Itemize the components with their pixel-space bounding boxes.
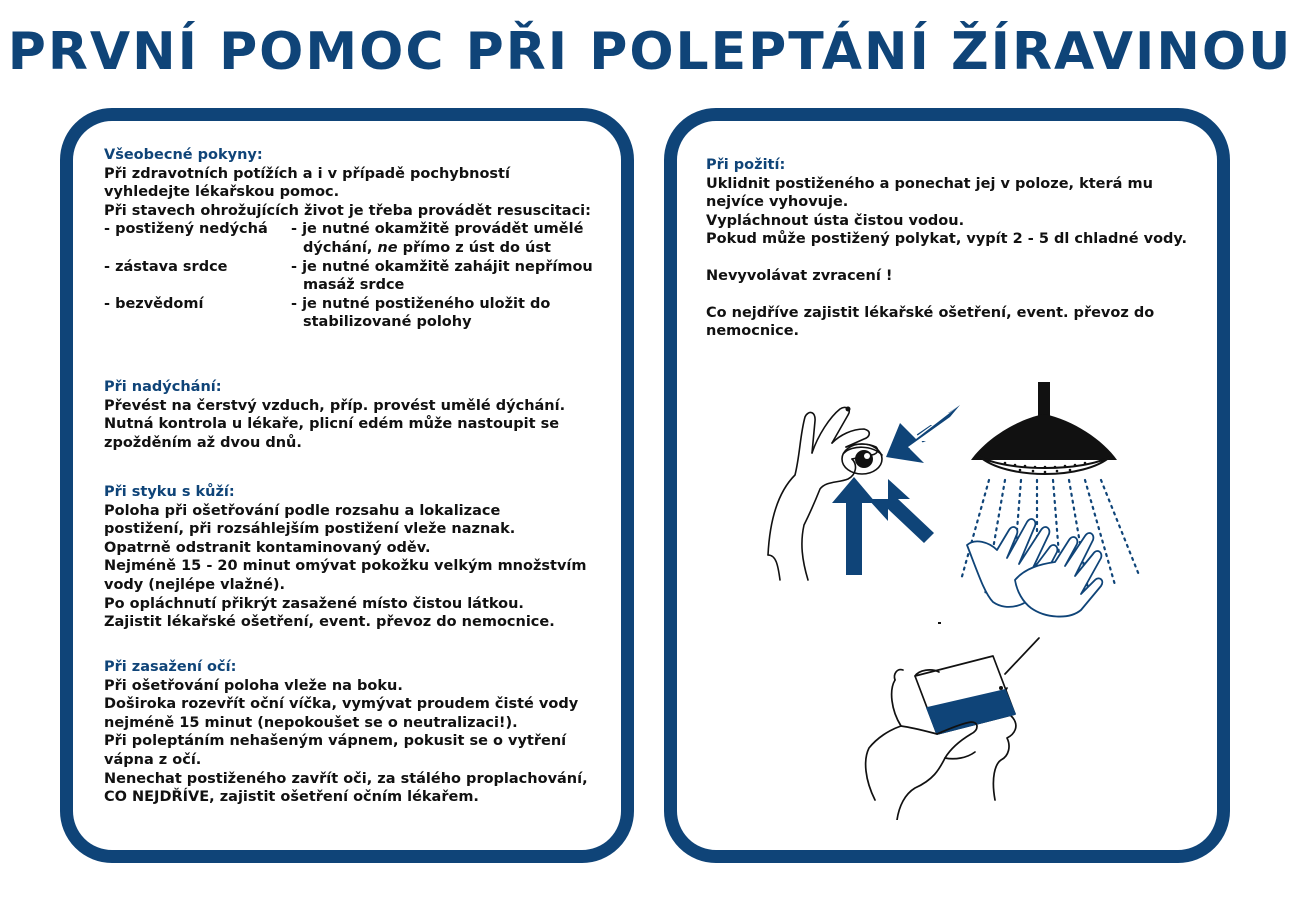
inhalation-section (104, 378, 565, 452)
ingestion-line: Vypláchnout ústa čistou vodou. (706, 212, 965, 229)
condition-term: - postižený nedýchá (104, 221, 268, 238)
condition-desc: - je nutné okamžitě provádět umělé (291, 221, 584, 238)
general-heading: Všeobecné pokyny: (104, 147, 263, 163)
inhalation-line: Převést na čerstvý vzduch, příp. provést umělé dýchání. (104, 397, 566, 414)
general-line: vyhledejte lékařskou pomoc. (104, 184, 340, 201)
eyes-line: Doširoka rozevřít oční víčka, vymývat proudem čisté vody (104, 696, 579, 713)
ingestion-line: nejvíce vyhovuje. (706, 194, 849, 211)
emphasis-ne: ne (377, 239, 398, 256)
ingestion-line: Pokud může postižený polykat, vypít 2 - 5 dl chladné vody. (706, 231, 1188, 248)
skin-line: Opatrně odstranit kontaminovaný oděv. (104, 539, 431, 556)
skin-line: Poloha při ošetřování podle rozsahu a lokalizace (104, 502, 501, 519)
skin-line: vody (nejlépe vlažné). (104, 576, 286, 593)
eyes-line: Při poleptáním nehašeným vápnem, pokusit se o vytření (104, 733, 567, 750)
condition-term: - bezvědomí (104, 295, 204, 312)
eye-rinse-arrows-icon (760, 395, 960, 585)
eyes-line: vápna z očí. (104, 751, 202, 768)
general-line: Při stavech ohrožujících život je třeba provádět resuscitaci: (104, 202, 591, 219)
shower-hands-wash-icon (945, 380, 1145, 620)
eyes-heading: Při zasažení očí: (104, 659, 237, 675)
page-title: PRVNÍ POMOC PŘI POLEPTÁNÍ ŽÍRAVINOU (7, 22, 1293, 82)
general-line: Při zdravotních potížích a i v případě pochybností (104, 165, 510, 182)
condition-row (104, 220, 593, 239)
eyes-line: nejméně 15 minut (nepokoušet se o neutralizaci!). (104, 714, 518, 731)
condition-term: - zástava srdce (104, 258, 228, 275)
drinking-cup-icon (855, 630, 1055, 820)
condition-row (104, 295, 593, 314)
eyes-section (104, 658, 588, 807)
eyes-line: Nenechat postiženého zavřít oči, za stálého proplachování, (104, 770, 588, 787)
condition-desc: - je nutné postiženého uložit do (291, 295, 551, 312)
eyes-line: Při ošetřování poloha vleže na boku. (104, 677, 403, 694)
condition-row (104, 258, 593, 277)
inhalation-line: zpožděním až dvou dnů. (104, 434, 302, 451)
skin-line: postižení, při rozsáhlejším postižení vleže naznak. (104, 521, 516, 538)
skin-heading: Při styku s kůží: (104, 484, 235, 500)
skin-line: Zajistit lékařské ošetření, event. převoz do nemocnice. (104, 614, 555, 631)
inhalation-heading: Při nadýchání: (104, 379, 222, 395)
ingestion-section (706, 156, 1187, 341)
condition-desc-cont: stabilizované polohy (303, 314, 472, 331)
skin-section (104, 483, 587, 632)
stray-mark (938, 622, 941, 624)
condition-desc-cont: dýchání, ne přímo z úst do úst (303, 239, 551, 256)
skin-line: Po opláchnutí přikrýt zasažené místo čistou látkou. (104, 595, 524, 612)
ingestion-heading: Při požití: (706, 157, 786, 173)
ingestion-final-line: Co nejdříve zajistit lékařské ošetření, event. převoz do (706, 304, 1155, 321)
condition-desc: - je nutné okamžitě zahájit nepřímou (291, 258, 593, 275)
ingestion-final-line: nemocnice. (706, 323, 800, 340)
skin-line: Nejméně 15 - 20 minut omývat pokožku velkým množstvím (104, 558, 587, 575)
ingestion-warning: Nevyvolávat zvracení ! (706, 267, 893, 284)
inhalation-line: Nutná kontrola u lékaře, plicní edém může nastoupit se (104, 416, 560, 433)
eyes-line: CO NEJDŘÍVE, zajistit ošetření očním lékařem. (104, 789, 479, 806)
ingestion-line: Uklidnit postiženého a ponechat jej v poloze, která mu (706, 175, 1153, 192)
general-section (104, 146, 593, 332)
condition-desc-cont: masáž srdce (303, 277, 405, 294)
